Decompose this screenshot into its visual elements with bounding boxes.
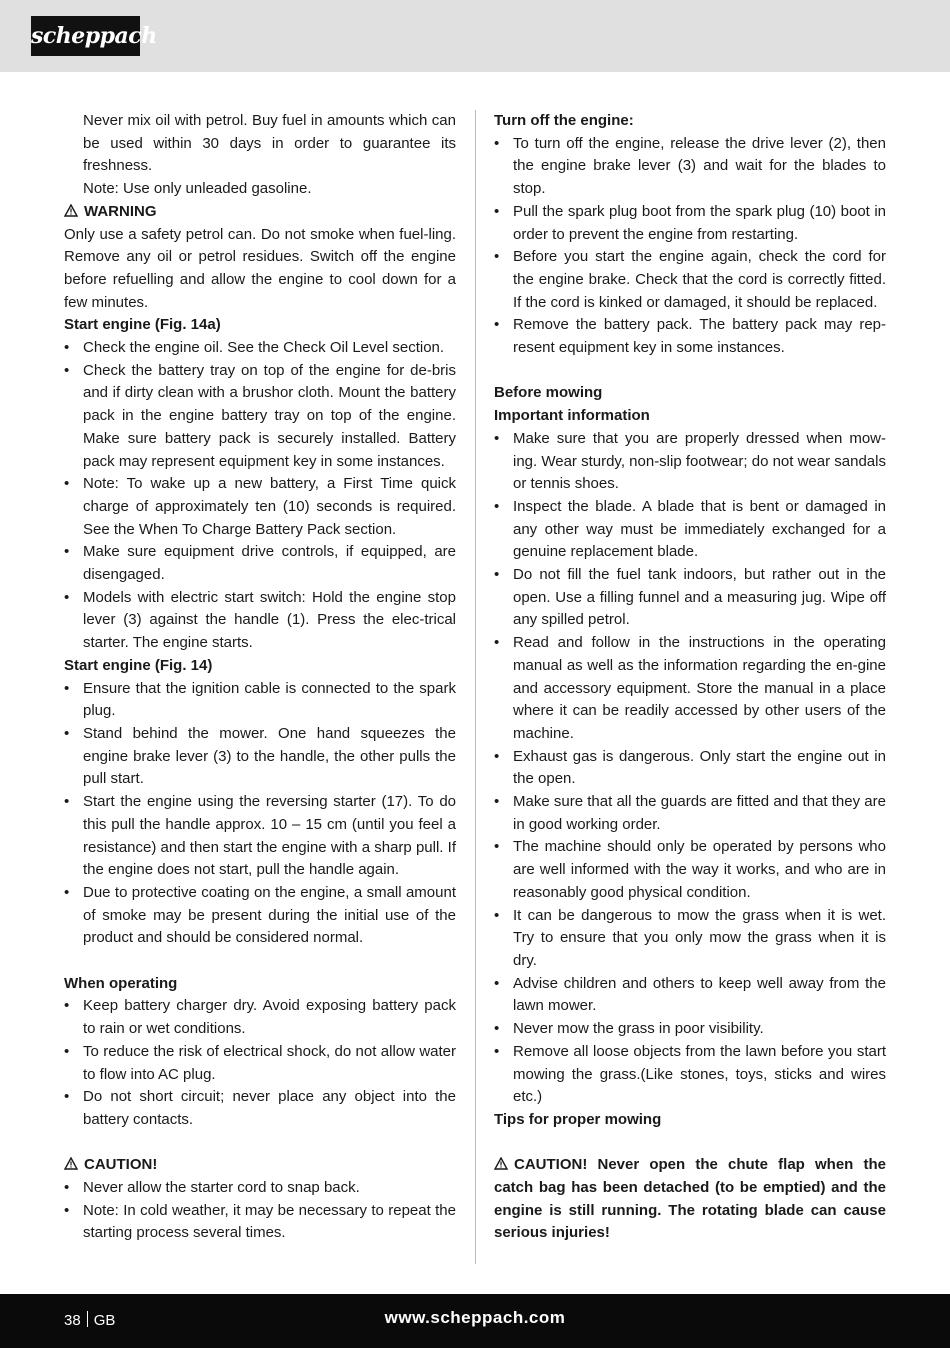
list-item: • Keep battery charger dry. Avoid exposing battery pack to rain or wet conditions. (64, 995, 456, 1040)
start-14-heading: Start engine (Fig. 14) (64, 656, 213, 674)
caution-heading: CAUTION! (64, 1154, 456, 1177)
column-divider (475, 110, 476, 1264)
caution-list (64, 1177, 456, 1245)
list-item: • Pull the spark plug boot from the spark plug (10) boot in order to prevent the engine from restarting. (494, 201, 886, 246)
start-14a-list (64, 337, 456, 655)
list-item: • Note: In cold weather, it may be necessary to repeat the starting process several times. (64, 1200, 456, 1245)
header-bar (0, 0, 950, 72)
page-number: 38 (64, 1312, 81, 1329)
list-item: • Never allow the starter cord to snap back. (64, 1177, 456, 1200)
before-mowing-list (494, 428, 886, 1109)
warning-icon (494, 1157, 508, 1170)
list-item: • Remove the battery pack. The battery pack may rep-resent equipment key in some instances. (494, 314, 886, 359)
left-column (64, 110, 456, 1245)
warning-icon (64, 204, 78, 217)
list-item: • Make sure that all the guards are fitted and that they are in good working order. (494, 791, 886, 836)
list-item: • Ensure that the ignition cable is connected to the spark plug. (64, 678, 456, 723)
warning-icon (64, 1157, 78, 1170)
right-column (494, 110, 886, 1245)
turn-off-heading: Turn off the engine: (494, 112, 634, 129)
gasoline-note: Note: Use only unleaded gasoline. (83, 180, 312, 198)
list-item: • Stand behind the mower. One hand squeezes the engine brake lever (3) to the handle, the other pulls the pull start. (64, 723, 456, 791)
list-item: • The machine should only be operated by persons who are well informed with the way it works, and who are in reasonably good physical condition. (494, 836, 886, 904)
list-item: • Never mow the grass in poor visibility. (494, 1018, 886, 1041)
brand-logo: scheppach (31, 16, 140, 56)
list-item: • Exhaust gas is dangerous. Only start the engine out in the open. (494, 746, 886, 791)
list-item: • To turn off the engine, release the drive lever (2), then the engine brake lever (3) and wait for the blades to stop. (494, 133, 886, 201)
warning-heading: WARNING (64, 201, 456, 224)
start-14a-heading: Start engine (Fig. 14a) (64, 316, 221, 334)
operating-list (64, 995, 456, 1131)
before-mowing-heading: Before mowing (494, 384, 603, 402)
list-item: • Note: To wake up a new battery, a First Time quick charge of approximately ten (10) seconds is required. See the When To Charge Battery Pack section. (64, 473, 456, 541)
list-item: • Do not fill the fuel tank indoors, but rather out in the open. Use a filling funnel and a measuring jug. Wipe off any spilled petrol. (494, 564, 886, 632)
list-item: • Advise children and others to keep well away from the lawn mower. (494, 973, 886, 1018)
list-item: • Do not short circuit; never place any object into the battery contacts. (64, 1086, 456, 1131)
list-item: • Make sure that you are properly dressed when mow-ing. Wear sturdy, non-slip footwear; do not wear sandals or tennis shoes. (494, 428, 886, 496)
operating-heading: When operating (64, 974, 178, 992)
list-item: • Models with electric start switch: Hold the engine stop lever (3) against the handle (1). Press the elec-trical starter. The engine starts. (64, 587, 456, 655)
list-item: • Check the battery tray on top of the engine for de-bris and if dirty clean with a brushor cloth. Mount the battery pack in the engine battery tray on top of the engine. Make sure battery pack is securely installed. Battery pack may represent equipment key in some instances. (64, 360, 456, 474)
list-item: • Start the engine using the reversing starter (17). To do this pull the handle approx. 10 – 15 cm (until you feel a resistance) and then start the engine with a sharp pull. If the engine does not start, pull the handle again. (64, 791, 456, 882)
important-info-heading: Important information (494, 407, 650, 425)
start-14-list (64, 678, 456, 950)
list-item: • Due to protective coating on the engine, a small amount of smoke may be present during the initial use of the product and should be considered normal. (64, 882, 456, 950)
list-item: • To reduce the risk of electrical shock, do not allow water to flow into AC plug. (64, 1041, 456, 1086)
warning-text: Only use a safety petrol can. Do not smoke when fuel-ling. Remove any oil or petrol residues. Switch off the engine before refuelling and allow the engine to cool down for a few minutes. (64, 225, 456, 311)
caution-chute-text: CAUTION! Never open the chute flap when the catch bag has been detached (to be emptied) and the engine is still running. The rotating blade can cause serious injuries! (494, 1156, 886, 1242)
fuel-note: Never mix oil with petrol. Buy fuel in amounts which can be used within 30 days in order to guarantee its freshness. (83, 112, 456, 175)
list-item: • Remove all loose objects from the lawn before you start mowing the grass.(Like stones, toys, sticks and wires etc.) (494, 1041, 886, 1109)
list-item: • Inspect the blade. A blade that is bent or damaged in any other way must be immediately exchanged for a genuine replacement blade. (494, 496, 886, 564)
list-item: • It can be dangerous to mow the grass when it is wet. Try to ensure that you only mow the grass when it is dry. (494, 905, 886, 973)
list-item: • Before you start the engine again, check the cord for the engine brake. Check that the cord is correctly fitted. If the cord is kinked or damaged, it should be replaced. (494, 246, 886, 314)
turn-off-list (494, 133, 886, 360)
tips-heading: Tips for proper mowing (494, 1110, 662, 1128)
list-item: • Read and follow in the instructions in the operating manual as well as the information regarding the en-gine and accessory equipment. Store the manual in a place where it can be readily accessed by other users of the machine. (494, 632, 886, 746)
footer-bar (0, 1294, 950, 1348)
language-code: GB (93, 1312, 116, 1329)
list-item: • Check the engine oil. See the Check Oil Level section. (64, 337, 456, 360)
list-item: • Make sure equipment drive controls, if equipped, are disengaged. (64, 541, 456, 586)
website-url[interactable]: www.scheppach.com (384, 1308, 566, 1327)
